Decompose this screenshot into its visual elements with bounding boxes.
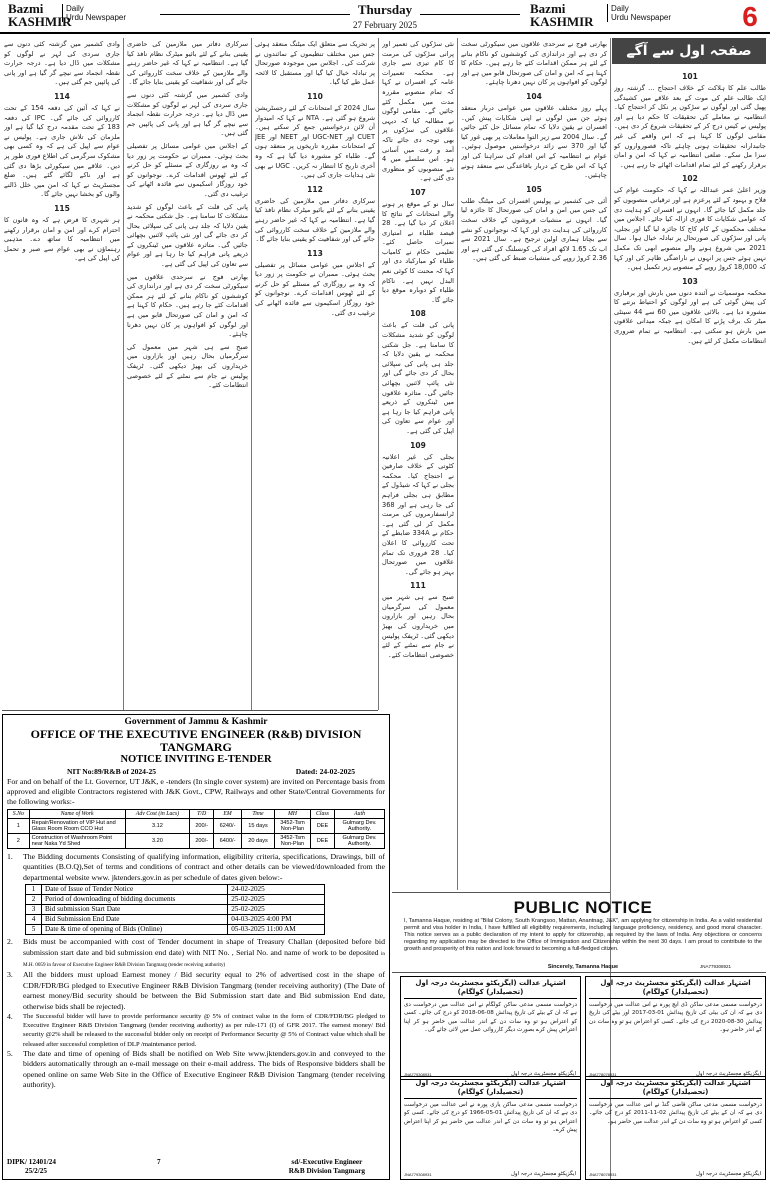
court-notice-head: اشتہار عدالت (ایگزیکٹو مجسٹریٹ درجہ اول (تحصیلدار) کولگام) [404, 1079, 577, 1099]
article-number: 109 [410, 440, 426, 450]
table-cell: DEE [310, 819, 334, 834]
court-notice-code: JNA778078931 [589, 1172, 617, 1177]
court-notice-code: JNA778078931 [589, 1072, 617, 1077]
tender-dipk: DIPK/ 12401/24 [7, 1158, 56, 1166]
tender-dipk-date: 25/2/25 [25, 1167, 47, 1175]
tender-condition: 2. Bids must be accompanied with cost of Tender document in shape of Treasury Challan (deposited before bid submission start date and bid submission end date) with NIT No. , Serial No. and name of work to be deposited in M.H. 0059 in favour of Executive Engineer R&B Division Tangmarg (tender receiving authority) [7, 937, 385, 969]
masthead-day: Thursday [357, 2, 413, 17]
court-notice-sign: ایگزیکٹو مجسٹریٹ درجہ اول [695, 1171, 761, 1177]
article-number: 105 [526, 184, 542, 194]
condition-text: The Successful bidder will have to provide performance security @ 5% of contract value in the form of CDR/FDR/BG pledged to Executive Engineer R&B Division Tangmarg (tender receiving authority) as per rule-171 (I) of GFR 2017. The earnest money/ Bid security @2% shall be released to the successful bidder only on receipt of Performance Security @ 5% of Contract value which shall be released after successful completion of DLP /maintenance period. [23, 1013, 385, 1048]
tender-intro: For and on behalf of the Lt. Governor, UT J&K, e -tenders (In single cover system) are invited on Percentage basis from approved and eligible Contractors registered with J&K Govt., CPW, Railways and other State/Central Governments for the following works:- [7, 777, 385, 806]
condition-text: The date and time of opening of Bids shall be notified on Web Site www.jktenders.gov.in and conveyed to the bidders automatically through an e-mail message on their e-mail address. The bids of Responsive bidders shall be opened online on same Web Site in the Office of Executive Engineer R&B Division Tangmarg (tender receiving authority). [23, 1048, 385, 1090]
column-1 [614, 68, 766, 890]
tender-nit-no: NIT No:89/R&B of 2024-25 [67, 767, 157, 776]
tender-sign-2: R&B Division Tangmarg [288, 1167, 365, 1175]
court-notice-sign: ایگزیکٹو مجسٹریٹ درجہ اول [695, 1071, 761, 1077]
table-cell: Bid submission Start Date [42, 905, 228, 915]
article-text: نے کہا کہ آئین کی دفعہ 154 کے تحت کارروائی کی جائے گی۔ IPC کی دفعہ 183 کے تحت مقدمہ درج کیا گیا ہے اور ملزمان کی تلاش جاری ہے۔ پولیس نے عوام سے اپیل کی ہے کہ وہ کسی بھی مشکوک سرگرمی کی اطلاع فوری طور پر دیں۔ علاقے میں سیکورٹی بڑھا دی گئی ہے اور ناکے لگائے گئے ہیں۔ ضلع مجسٹریٹ نے کہا کہ امن میں خلل ڈالنے والوں کو بخشا نہیں جائے گا۔ [4, 103, 120, 199]
table-cell: 3.20 [125, 834, 190, 849]
article-text: پر تحریک سے متعلق ایک میٹنگ منعقد ہوئی جس میں مختلف تنظیموں کے نمائندوں نے شرکت کی۔ اجلاس میں موجودہ صورتحال پر تبادلہ خیال کیا گیا اور مستقبل کا لائحہ عمل طے کیا گیا۔ [255, 40, 375, 87]
masthead-date: 27 February 2025 [353, 20, 417, 30]
public-notice-code: JNA779308921 [700, 964, 732, 969]
brand-left-top: Bazmi [8, 1, 44, 16]
article-text: پانی کی قلت کے باعث لوگوں کو شدید مشکلات کا سامنا ہے۔ جل شکتی محکمہ نے یقین دلایا کہ جلد ہی پانی کی سپلائی بحال کر دی جائے گی اور نئی پائپ لائنیں بچھائی جائیں گی۔ متاثرہ علاقوں میں ٹینکروں کے ذریعے پانی فراہم کیا جا رہا ہے اور عوام سے تعاون کی اپیل کی گئی ہے۔ [127, 202, 248, 269]
table-cell: 6240/- [214, 819, 242, 834]
section-header: صفحہ اول سے آگے [612, 38, 766, 64]
table-cell: 24-02-2025 [228, 885, 325, 895]
tender-condition: 3. All the bidders must upload Earnest money / Bid security equal to 2% of advertised cost in the shape of CDR/FDR/BG pledged to Executive Engineer R&B Division Tangmarg (tender receiving authority) (The Date of earnest money/Bid security should be between the Bid Submission start date and Bid submission End date, otherwise bids shall be rejected). [7, 970, 385, 1011]
article-text: محکمہ موسمیات نے آئندہ دنوں میں بارش اور برفباری کی پیش گوئی کی ہے اور لوگوں کو احتیاط برتنے کا مشورہ دیا ہے۔ بالائی علاقوں میں 60 سے 44 سینٹی میٹر تک برف پڑنے کا امکان ہے جبکہ میدانی علاقوں میں بارش ہو سکتی ہے۔ انتظامیہ نے تمام ضروری انتظامات مکمل کر لئے ہیں۔ [614, 288, 766, 345]
works-header: MH [274, 810, 310, 819]
table-cell: 20 days [242, 834, 275, 849]
article-number: 111 [410, 581, 426, 591]
tender-nit-line [7, 766, 385, 777]
table-cell: Date of Issue of Tender Notice [42, 885, 228, 895]
column-2 [461, 40, 607, 888]
table-cell: Construction of Washroom Point near Naka Yd Shed [29, 834, 125, 849]
condition-small: in M.H. 0059 in favour of Executive Engineer R&B Division Tangmarg (tender receiving authority) [23, 950, 385, 969]
court-notice-sign: ایگزیکٹو مجسٹریٹ درجہ اول [510, 1071, 576, 1077]
table-cell: 6400/- [214, 834, 242, 849]
table-cell: 4 [26, 915, 42, 925]
court-notice-box [585, 1076, 766, 1180]
left-sub-1: Daily [66, 4, 84, 13]
article-number: 115 [54, 203, 70, 213]
table-cell: Period of downloading of bidding documents [42, 895, 228, 905]
article-text: وادی کشمیر میں گزشتہ کئی دنوں سے جاری سردی کی لہر نے لوگوں کو مشکلات میں ڈال دیا ہے۔ درجہ حرارت نقطہ انجماد سے نیچے گر گیا ہے اور پانی کی پائپیں جم گئی ہیں۔ [4, 40, 120, 87]
article-number: 113 [307, 248, 323, 258]
article-number: 112 [307, 184, 323, 194]
article-text: آئی جی کشمیر نے پولیس افسران کی میٹنگ طلب کی جس میں امن و امان کی صورتحال کا جائزہ لیا گیا۔ انہوں نے منشیات فروشوں کے خلاف سخت کارروائی کی ہدایت دی اور کہا کہ نوجوانوں کو نشے سے بچانا ہماری اولین ترجیح ہے۔ سال 2021 سے اب تک 1.65 لاکھ افراد کی کونسلنگ کی گئی ہے اور 2.36 کروڑ روپے کی منشیات ضبط کی گئی ہیں۔ [461, 196, 607, 263]
condition-text: Bids must be accompanied with cost of Tender document in shape of Treasury Challan (deposited before bid submission start date and bid submission end date) with NIT No. , Serial No. and name of work to be deposited [23, 937, 385, 957]
table-cell: Gulmarg Dev. Authority. [335, 819, 385, 834]
column-3 [382, 40, 454, 888]
tender-page-marker: 7 [157, 1158, 161, 1166]
table-cell: 05-03-2025 11:00 AM [228, 925, 325, 935]
article-number: 104 [526, 91, 542, 101]
public-notice-signature: Sincerely, Tamanna Haque [547, 964, 619, 970]
brand-right [530, 2, 594, 28]
table-row [8, 819, 385, 834]
article-text: صبح سے ہی شہر میں معمول کی سرگرمیاں بحال رہیں اور بازاروں میں خریداروں کی بھیڑ دیکھی گئی۔ ٹریفک پولیس نے جام سے نمٹنے کے لئے خصوصی انتظامات کئے۔ [382, 593, 454, 659]
schedule-table [25, 884, 325, 935]
article-text: ہر شہری کا فرض ہے کہ وہ قانون کا احترام کرے اور امن و امان برقرار رکھنے میں انتظامیہ کا ساتھ دے۔ مذہبی رہنماؤں نے بھی عوام سے صبر و تحمل کی اپیل کی ہے۔ [4, 215, 120, 263]
right-sub-1: Daily [611, 4, 629, 13]
column-4 [255, 40, 375, 708]
table-cell: 200/- [190, 819, 214, 834]
court-notice-box [585, 976, 766, 1080]
table-cell: 15 days [242, 819, 275, 834]
article-text: سرکاری دفاتر میں ملازمین کی حاضری یقینی بنانے کے لئے بائیو میٹرک نظام نافذ کیا گیا ہے۔ انتظامیہ نے کہا کہ غیر حاضر رہنے والے ملازمین کے خلاف سخت کارروائی کی جائے گی اور شفافیت کو یقینی بنایا جائے گا۔ [255, 196, 375, 244]
article-text: وزیر اعلیٰ عمر عبداللہ نے کہا کہ حکومت عوام کی فلاح و بہبود کے لئے پرعزم ہے اور ترقیاتی منصوبوں کو جلد مکمل کیا جائے گا۔ انہوں نے افسران کو ہدایت دی کہ عوامی شکایات کا فوری ازالہ کیا جائے۔ اجلاس میں مختلف محکموں کے کام کاج کا جائزہ لیا گیا اور بجلی، پانی اور سڑکوں کی صورتحال پر تبادلہ خیال ہوا۔ سال 2021 میں شروع ہونے والے منصوبے ابھی تک مکمل نہیں ہوئے جس پر انہوں نے ناراضگی ظاہر کی اور کہا کہ 18,000 کروڑ روپے کے منصوبے زیر تکمیل ہیں۔ [614, 186, 766, 272]
court-notice-sign: ایگزیکٹو مجسٹریٹ درجہ اول [510, 1171, 576, 1177]
court-notice-text: درخواست مسمی مدعی ساکن کولگام نے اس عدالت میں درخواست دی ہے کہ ان کے بیٹے کی تاریخ پیدائش 08-06-2018 کو درج کی جائے۔ کسی کو اعتراض ہو تو وہ سات دن کے اندر عدالت میں حاضر ہو کر اپنا اعتراض پیش کرے بصورت دیگر کارروائی عمل میں لائی جائے گی۔ [404, 1002, 577, 1034]
table-cell: 25-02-2025 [228, 905, 325, 915]
public-notice-body: I, Tamanna Haque, residing at "Bilal Colony, South Krangsoo, Mattan, Anantnag, J&K", am applying for citizenship in India. As a valid residential permit and visa holder in India, I have fulfilled all eligibility requirements, including language proficiency, residency, and good moral character. This notice serves as a public declaration of my intent to apply for citizenship, as required by the laws of India. Any objections or concerns regarding my application may be directed to the Office of Immigration and Citizenship within the next 30 days. I am proud to contribute to the growth and prosperity of this nation and look forward to becoming a full-fledged citizen. [404, 918, 762, 952]
article-number: 102 [682, 174, 698, 184]
page-number: 6 [742, 1, 758, 32]
table-cell: 04-03-2025 4:00 PM [228, 915, 325, 925]
table-cell: 200/- [190, 834, 214, 849]
brand-right-bottom: KASHMIR [530, 14, 594, 29]
article-number: 114 [54, 91, 70, 101]
works-header-row [8, 810, 385, 819]
table-row [26, 885, 325, 895]
article-text: بھارتی فوج نے سرحدی علاقوں میں سیکورٹی سخت کر دی ہے اور دراندازی کی کوششوں کو ناکام بنانے کے لئے ہر ممکن اقدامات کئے جا رہے ہیں۔ حکام کا کہنا ہے کہ امن و امان کی صورتحال قابو میں ہے اور لوگوں کو افواہوں پر کان نہیں دھرنا چاہئے۔ [127, 272, 248, 339]
column-5 [4, 40, 120, 708]
tender-condition: 4. The Successful bidder will have to provide performance security @ 5% of contract value in the form of CDR/FDR/BG pledged to Executive Engineer R&B Division Tangmarg (tender receiving authority) as per rule-171 (I) of GFR 2017. The earnest money/ Bid security @2% shall be released to the successful bidder only on receipt of Performance Security @ 5% of Contract value which shall be released after successful completion of DLP /maintenance period. [7, 1012, 385, 1048]
article-text: کے اجلاس میں عوامی مسائل پر تفصیلی بحث ہوئی۔ ممبران نے حکومت پر زور دیا کہ وہ بے روزگاری کے مسئلے کو حل کرنے کے لئے ٹھوس اقدامات کرے۔ نوجوانوں کو خود روزگار اسکیموں سے فائدہ اٹھانے کی ترغیب دی گئی۔ [255, 260, 375, 317]
works-header: Name of Work [29, 810, 125, 819]
table-cell: 25-02-2025 [228, 895, 325, 905]
works-header: Time [242, 810, 275, 819]
court-notice-head: اشتہار عدالت (ایگزیکٹو مجسٹریٹ درجہ اول (تحصیلدار) کولگام) [589, 979, 762, 999]
court-notice-text: درخواست مسمی مدعی ساکن ڈی ایچ پورہ نے اس عدالت میں درخواست دی ہے کہ ان کی بیٹی کی تاریخ پیدائش 01-03-2017 اور بیٹے کی تاریخ پیدائش 30-08-2020 درج کی جائے۔ کسی کو اعتراض ہو تو وہ سات دن کے اندر حاضر ہو۔ [589, 1002, 762, 1034]
table-row [26, 925, 325, 935]
tender-sign-1: sd/-Executive Engineer [291, 1158, 363, 1166]
article-text: بجلی کی غیر اعلانیہ کٹوتی کے خلاف صارفین نے احتجاج کیا۔ محکمہ بجلی نے کہا کہ شیڈول کے مطابق ہی بجلی فراہم کی جا رہی ہے اور 368 ٹرانسفارمروں کی مرمت مکمل کر لی گئی ہے۔ حکام نے 334A ضابطے کے تحت کارروائی کا اعلان کیا۔ 28 فروری تک تمام علاقوں میں صورتحال بہتر ہو جائے گی۔ [382, 452, 454, 576]
column-5b [127, 40, 248, 708]
works-header: S.No [8, 810, 30, 819]
tender-condition: 1. The Bidding documents Consisting of qualifying information, eligibility criteria, specifications, Drawings, bill of quantities (B.O.Q),Set of terms and conditions of contract and other details can be viewed/downloaded from the departmental website www. jktenders.gov.in as per schedule of dates given below:- [7, 852, 385, 882]
court-notice-text: درخواست مسمی مدعی ساکن قاضی گنڈ نے اس عدالت میں درخواست دی ہے کہ ان کے بیٹے کی تاریخ پیدائش 02-11-2011 کو درج کی جائے۔ کسی کو اعتراض ہو تو وہ سات دن کے اندر عدالت میں حاضر ہو۔ [589, 1102, 762, 1125]
article-number: 101 [682, 72, 698, 81]
condition-text: All the bidders must upload Earnest money / Bid security equal to 2% of advertised cost in the shape of CDR/FDR/BG pledged to Executive Engineer R&B Division Tangmarg (tender receiving authority) (The Date of earnest money/Bid security should be between the Bid Submission start date and Bid submission End date, otherwise bids shall be rejected). [23, 970, 385, 1011]
table-cell: 3452-Tsm Non-Plan [274, 834, 310, 849]
table-cell: 1 [26, 885, 42, 895]
article-text: سرکاری دفاتر میں ملازمین کی حاضری یقینی بنانے کے لئے بائیو میٹرک نظام نافذ کیا گیا ہے۔ انتظامیہ نے کہا کہ غیر حاضر رہنے والے ملازمین کے خلاف سخت کارروائی کی جائے گی اور شفافیت کو یقینی بنایا جائے گا۔ [127, 40, 248, 87]
table-row [26, 905, 325, 915]
table-row [26, 895, 325, 905]
court-notice-head: اشتہار عدالت (ایگزیکٹو مجسٹریٹ درجہ اول (تحصیلدار) کولگام) [404, 979, 577, 999]
article-text: نئی سڑکوں کی تعمیر اور پرانی سڑکوں کی مرمت کا کام تیزی سے جاری ہے۔ محکمہ تعمیرات عامہ کے افسران نے کہا کہ تمام منصوبے مقررہ مدت میں مکمل کئے جائیں گے۔ مقامی لوگوں نے مطالبہ کیا کہ دیہی علاقوں کی سڑکوں پر بھی توجہ دی جائے تاکہ آمد و رفت میں آسانی ہو۔ اس سلسلے میں 4 نئے منصوبوں کو منظوری دی گئی ہے۔ [382, 40, 454, 183]
table-cell: 5 [26, 925, 42, 935]
article-number: 108 [410, 309, 426, 319]
court-notice-box [400, 976, 581, 1080]
works-table [7, 809, 385, 849]
table-cell: Date & time of opening of Bids (Online) [42, 925, 228, 935]
table-cell: 1 [8, 819, 30, 834]
brand-right-top: Bazmi [530, 1, 566, 16]
tender-dipk-block [7, 1158, 56, 1176]
article-text: پانی کی قلت کے باعث لوگوں کو شدید مشکلات کا سامنا ہے۔ جل شکتی محکمہ نے یقین دلایا کہ جلد ہی پانی کی سپلائی بحال کر دی جائے گی اور نئی پائپ لائنیں بچھائی جائیں گی۔ متاثرہ علاقوں میں ٹینکروں کے ذریعے پانی فراہم کیا جا رہا ہے اور عوام سے تعاون کی اپیل کی گئی ہے۔ [382, 321, 454, 435]
tender-notice [2, 714, 390, 1180]
brand-right-sub [607, 4, 671, 22]
works-header: Auth [335, 810, 385, 819]
court-notice-code: JNA779308931 [404, 1172, 432, 1177]
table-cell: Bid Submission End Date [42, 915, 228, 925]
article-text: سال 2024 کے امتحانات کے لئے رجسٹریشن شروع ہو گئی ہے۔ NTA نے کہا کہ امیدوار آن لائن درخواستیں جمع کر سکتے ہیں۔ CUET اور UGC-NET اور NEET اور JEE کے امتحانات مقررہ تاریخوں پر منعقد ہوں گے۔ طلباء کو مشورہ دیا گیا ہے کہ وہ آخری تاریخ کا انتظار نہ کریں۔ UGC نے بھی نئی ہدایات جاری کی ہیں۔ [255, 103, 375, 180]
court-notice-text: درخواست مسمی مدعی ساکن یاری پورہ نے اس عدالت میں درخواست دی ہے کہ ان کی تاریخ پیدائش 01-05-1966 کو درج کی جائے۔ کسی کو اعتراض ہو تو وہ سات دن کے اندر عدالت میں حاضر ہو کر اپنا اعتراض پیش کرے۔ [404, 1102, 577, 1134]
tender-conditions [7, 852, 385, 1091]
article-text: بھارتی فوج نے سرحدی علاقوں میں سیکورٹی سخت کر دی ہے اور دراندازی کی کوششوں کو ناکام بنانے کے لئے ہر ممکن اقدامات کئے جا رہے ہیں۔ حکام کا کہنا ہے کہ امن و امان کی صورتحال قابو میں ہے اور لوگوں کو افواہوں پر کان نہیں دھرنا چاہئے۔ [461, 40, 607, 87]
table-cell: 2 [26, 895, 42, 905]
table-cell: DEE [310, 834, 334, 849]
article-text: سال نو کے موقع پر ہونے والے امتحانات کے نتائج کا اعلان کر دیا گیا ہے۔ 28 فیصد طلباء نے امتیازی نمبرات حاصل کئے۔ تعلیمی حکام نے کامیاب طلباء کو مبارکباد دی اور کہا کہ محنت کا کوئی نعم البدل نہیں ہے۔ ناکام طلباء کو دوبارہ موقع دیا جائے گا۔ [382, 199, 454, 304]
tender-signature [289, 1158, 365, 1176]
table-cell: 3 [26, 905, 42, 915]
works-header: EM [214, 810, 242, 819]
table-cell: 3452-Tsm Non-Plan [274, 819, 310, 834]
table-cell: Gulmarg Dev. Authority. [335, 834, 385, 849]
tender-office: OFFICE OF THE EXECUTIVE ENGINEER (R&B) DIVISION TANGMARG [30, 727, 362, 754]
article-number: 103 [682, 276, 698, 286]
tender-nit-dated: Dated: 24-02-2025 [295, 767, 355, 776]
brand-left-bottom: KASHMIR [8, 14, 72, 29]
works-header: T/D [190, 810, 214, 819]
tender-condition: 5. The date and time of opening of Bids shall be notified on Web Site www.jktenders.gov.in and conveyed to the bidders automatically through an e-mail message on their e-mail address. The bids of Responsive bidders shall be opened online on same Web Site in the Office of Executive Engineer R&B Division Tangmarg (tender receiving authority). [7, 1048, 385, 1090]
article-text: پہلے روز مختلف علاقوں میں عوامی دربار منعقد ہوئے جن میں لوگوں نے اپنی شکایات پیش کیں۔ افسران نے یقین دلایا کہ تمام مسائل حل کئے جائیں گے۔ سال 2004 سے زیر التوا معاملات پر بھی غور کیا گیا اور 370 سے زائد درخواستیں موصول ہوئیں۔ عوام نے انتظامیہ کے اس اقدام کی سراہنا کی اور کہا کہ اس طرح کے دربار باقاعدگی سے منعقد ہونے چاہئیں۔ [461, 103, 607, 180]
left-sub-2: Urdu Newspaper [66, 13, 127, 22]
works-header: Adv Cost (in Lacs) [125, 810, 190, 819]
article-text: طالب علم کا ہلاکت کے خلاف احتجاج ... گزشتہ روز ایک طالب علم کی موت کے بعد علاقے میں کشیدگی پھیل گئی اور لوگوں نے سڑکوں پر نکل کر احتجاج کیا۔ انتظامیہ نے معاملے کی تحقیقات کا حکم دیا ہے اور پولیس نے کیس درج کر کے تحقیقات شروع کر دی ہیں۔ مقامی لوگوں کا کہنا ہے کہ اس واقعے کی غیر جانبدارانہ تحقیقات ہونی چاہئے تاکہ قصورواروں کو سزا مل سکے۔ ضلعی انتظامیہ نے کہا کہ امن و امان برقرار رکھنے کے لئے تمام اقدامات اٹھائے جا رہے ہیں۔ [614, 84, 766, 169]
article-text: صبح سے ہی شہر میں معمول کی سرگرمیاں بحال رہیں اور بازاروں میں خریداروں کی بھیڑ دیکھی گئی۔ ٹریفک پولیس نے جام سے نمٹنے کے لئے خصوصی انتظامات کئے۔ [127, 342, 248, 390]
masthead [0, 0, 770, 34]
court-notice-code: JNA779308931 [404, 1072, 432, 1077]
article-text: وادی کشمیر میں گزشتہ کئی دنوں سے جاری سردی کی لہر نے لوگوں کو مشکلات میں ڈال دیا ہے۔ درجہ حرارت نقطہ انجماد سے نیچے گر گیا ہے اور پانی کی پائپیں جم گئی ہیں۔ [127, 90, 248, 138]
table-cell: 2 [8, 834, 30, 849]
table-cell: 3.12 [125, 819, 190, 834]
table-row [8, 834, 385, 849]
article-text: کے اجلاس میں عوامی مسائل پر تفصیلی بحث ہوئی۔ ممبران نے حکومت پر زور دیا کہ وہ بے روزگاری کے مسئلے کو حل کرنے کے لئے ٹھوس اقدامات کرے۔ نوجوانوں کو خود روزگار اسکیموں سے فائدہ اٹھانے کی ترغیب دی گئی۔ [127, 141, 248, 198]
court-notice-box [400, 1076, 581, 1180]
condition-text: The Bidding documents Consisting of qualifying information, eligibility criteria, specifications, Drawings, bill of quantities (B.O.Q),Set of terms and conditions of contract and other details can be viewed/downloaded from the departmental website www. jktenders.gov.in as per schedule of dates given below:- [23, 852, 385, 882]
article-number: 110 [307, 91, 323, 101]
tender-title: NOTICE INVITING E-TENDER [120, 754, 272, 765]
court-notice-head: اشتہار عدالت (ایگزیکٹو مجسٹریٹ درجہ اول (تحصیلدار) کولگام) [589, 1079, 762, 1099]
table-row [26, 915, 325, 925]
public-notice-title: PUBLIC NOTICE [513, 898, 653, 917]
article-number: 107 [410, 187, 426, 197]
tender-gov: Government of Jammu & Kashmir [124, 717, 268, 727]
right-sub-2: Urdu Newspaper [611, 13, 672, 22]
table-cell: Repair/Renovation of VIP Hut and Glass Room Room CCO Hut [29, 819, 125, 834]
works-header: Class [310, 810, 334, 819]
